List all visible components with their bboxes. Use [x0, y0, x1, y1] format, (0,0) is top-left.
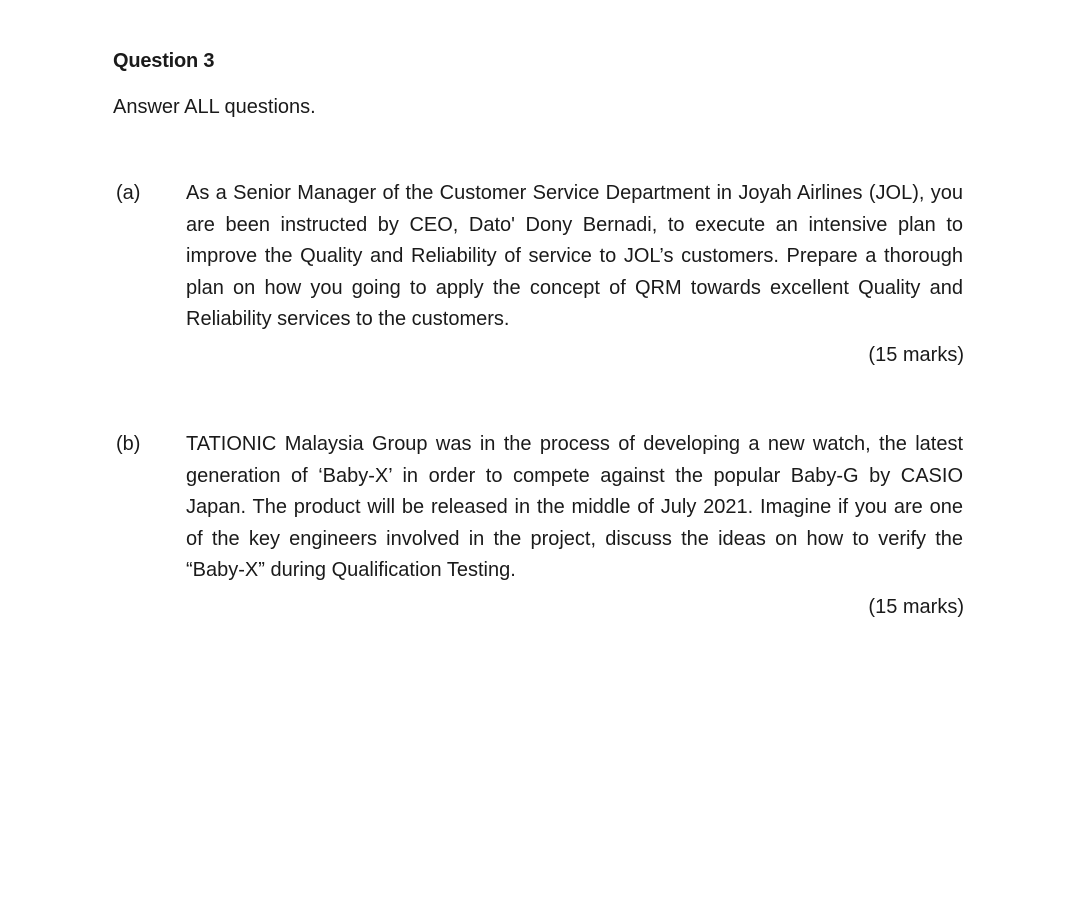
part-a-label: (a): [116, 182, 141, 204]
part-b-marks: (15 marks): [868, 596, 964, 618]
question-instruction: Answer ALL questions.: [113, 96, 316, 118]
part-b-label: (b): [116, 433, 141, 455]
part-a-marks: (15 marks): [868, 344, 964, 366]
part-a-text: As a Senior Manager of the Customer Service Department in Joyah Airlines (JOL), you are been instructed by CEO, Dato' Dony Bernadi, to execute an intensive plan to improve the Quality and Reliability of service to JOL’s customers. Prepare a thorough plan on how you going to apply the concept of QRM towards excellent Quality and Reliability services to the customers.: [186, 182, 963, 331]
question-title: Question 3: [113, 50, 215, 72]
part-b-text: TATIONIC Malaysia Group was in the process of developing a new watch, the latest generation of ‘Baby-X’ in order to compete against the popular Baby-G by CASIO Japan. The product will be released in the middle of July 2021. Imagine if you are one of the key engineers involved in the project, discuss the ideas on how to verify the “Baby-X” during Qualification Testing.: [186, 433, 963, 582]
